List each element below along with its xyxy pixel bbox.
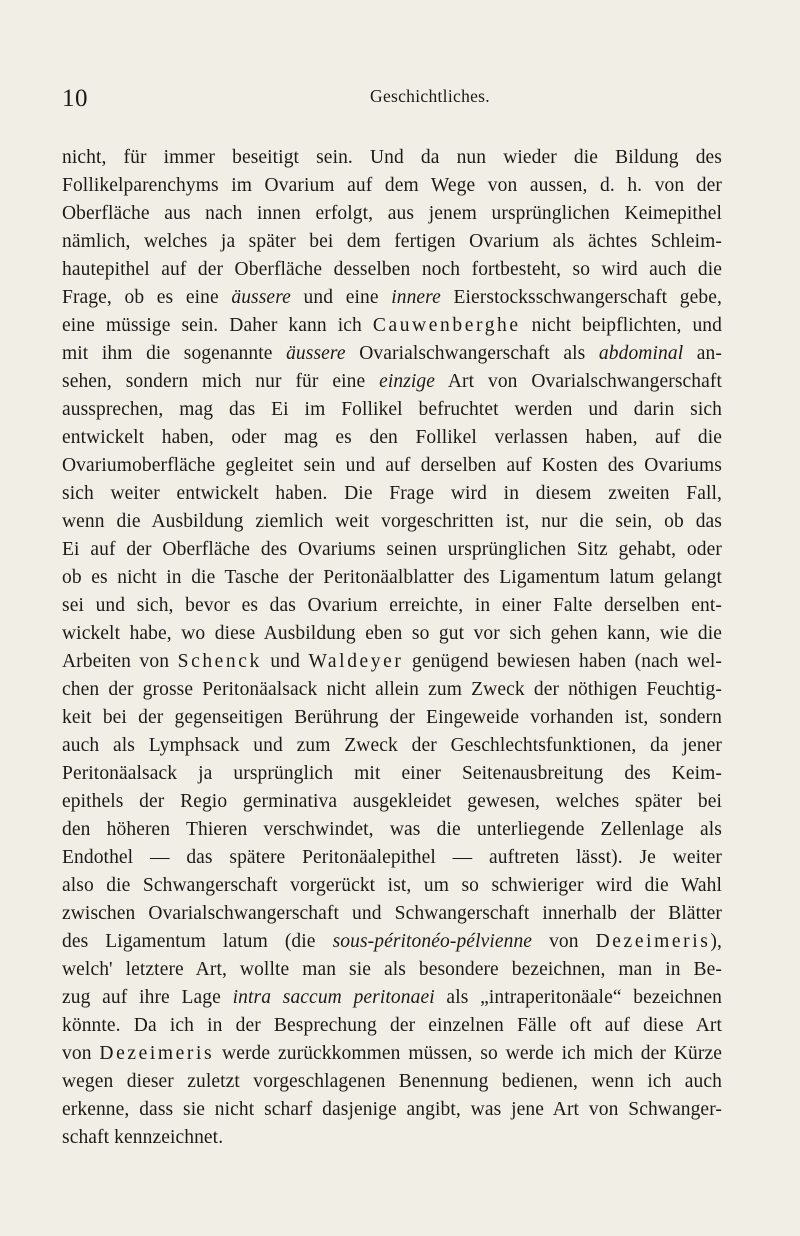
text-line: nämlich, welches ja später bei dem fertigen Ovarium als ächtes Schleim- <box>62 231 722 252</box>
text-line: zug auf ihre Lage intra saccum peritonaei als „intraperitonäale“ bezeichnen <box>62 987 722 1008</box>
text-line: sich weiter entwickelt haben. Die Frage wird in diesem zweiten Fall, <box>62 483 722 504</box>
text-line: chen der grosse Peritonäalsack nicht allein zum Zweck der nöthigen Feuchtig- <box>62 679 722 700</box>
text-line: Ei auf der Oberfläche des Ovariums seinen ursprünglichen Sitz gehabt, oder <box>62 539 722 560</box>
text-line: welch' letztere Art, wollte man sie als besondere bezeichnen, man in Be- <box>62 959 722 980</box>
text-line: des Ligamentum latum (die sous-péritonéo-pélvienne von Dezeimeris), <box>62 931 722 952</box>
running-head: Geschichtliches. <box>370 86 490 106</box>
text-line: epithels der Regio germinativa ausgekleidet gewesen, welches später bei <box>62 791 722 812</box>
text-line: Arbeiten von Schenck und Waldeyer genügend bewiesen haben (nach wel- <box>62 651 722 672</box>
text-line: wegen dieser zuletzt vorgeschlagenen Benennung bedienen, wenn ich auch <box>62 1071 722 1092</box>
text-line: Follikelparenchyms im Ovarium auf dem Wege von aussen, d. h. von der <box>62 175 722 196</box>
text-line: ob es nicht in die Tasche der Peritonäalblatter des Ligamentum latum gelangt <box>62 567 722 588</box>
text-line: keit bei der gegenseitigen Berührung der Eingeweide vorhanden ist, sondern <box>62 707 722 728</box>
text-line: wenn die Ausbildung ziemlich weit vorgeschritten ist, nur die sein, ob das <box>62 511 722 532</box>
author-name: Waldeyer <box>308 651 404 672</box>
text-line: Ovariumoberfläche gegleitet sein und auf derselben auf Kosten des Ovariums <box>62 455 722 476</box>
body-text <box>62 144 722 1152</box>
italic-term: abdominal <box>598 343 684 364</box>
author-name: Dezeimeris <box>99 1043 215 1064</box>
text-line: wickelt habe, wo diese Ausbildung eben so gut vor sich gehen kann, wie die <box>62 623 722 644</box>
text-line: nicht, für immer beseitigt sein. Und da nun wieder die Bildung des <box>62 147 722 168</box>
text-line: sei und sich, bevor es das Ovarium erreichte, in einer Falte derselben ent- <box>62 595 722 616</box>
text-line: von Dezeimeris werde zurückkommen müssen, so werde ich mich der Kürze <box>62 1043 722 1064</box>
text-line: könnte. Da ich in der Besprechung der einzelnen Fälle oft auf diese Art <box>62 1015 722 1036</box>
text-line: Endothel — das spätere Peritonäalepithel — auftreten lässt). Je weiter <box>62 847 722 868</box>
text-line: also die Schwangerschaft vorgerückt ist, um so schwieriger wird die Wahl <box>62 875 722 896</box>
text-line: eine müssige sein. Daher kann ich Cauwenberghe nicht beipflichten, und <box>62 315 722 336</box>
text-line: Oberfläche aus nach innen erfolgt, aus jenem ursprünglichen Keimepithel <box>62 203 722 224</box>
author-name: Cauwenberghe <box>372 315 521 336</box>
author-name: Schenck <box>177 651 262 672</box>
text-line: sehen, sondern mich nur für eine einzige Art von Ovarialschwangerschaft <box>62 371 722 392</box>
text-line: aussprechen, mag das Ei im Follikel befruchtet werden und darin sich <box>62 399 722 420</box>
text-line: den höheren Thieren verschwindet, was die unterliegende Zellenlage als <box>62 819 722 840</box>
text-line: zwischen Ovarialschwangerschaft und Schwangerschaft innerhalb der Blätter <box>62 903 722 924</box>
text-line: erkenne, dass sie nicht scharf dasjenige angibt, was jene Art von Schwanger- <box>62 1099 722 1120</box>
author-name: Dezeimeris <box>595 931 711 952</box>
italic-term: äussere <box>286 343 346 364</box>
text-line: mit ihm die sogenannte äussere Ovarialschwangerschaft als abdominal an- <box>62 343 722 364</box>
text-line: hautepithel auf der Oberfläche desselben noch fortbesteht, so wird auch die <box>62 259 722 280</box>
text-line: auch als Lymphsack und zum Zweck der Geschlechtsfunktionen, da jener <box>62 735 722 756</box>
italic-term: intra saccum peritonaei <box>232 987 435 1008</box>
italic-term: einzige <box>379 371 436 392</box>
text-line: Frage, ob es eine äussere und eine innere Eierstocksschwangerschaft gebe, <box>62 287 722 308</box>
text-line: Peritonäalsack ja ursprünglich mit einer Seitenausbreitung des Keim- <box>62 763 722 784</box>
italic-term: sous-péritonéo-pélvienne <box>332 931 533 952</box>
page-header <box>62 84 702 114</box>
italic-term: innere <box>391 287 441 308</box>
italic-term: äussere <box>231 287 291 308</box>
text-line: entwickelt haben, oder mag es den Follikel verlassen haben, auf die <box>62 427 722 448</box>
page-number: 10 <box>62 85 88 112</box>
text-line: schaft kennzeichnet. <box>62 1127 224 1148</box>
